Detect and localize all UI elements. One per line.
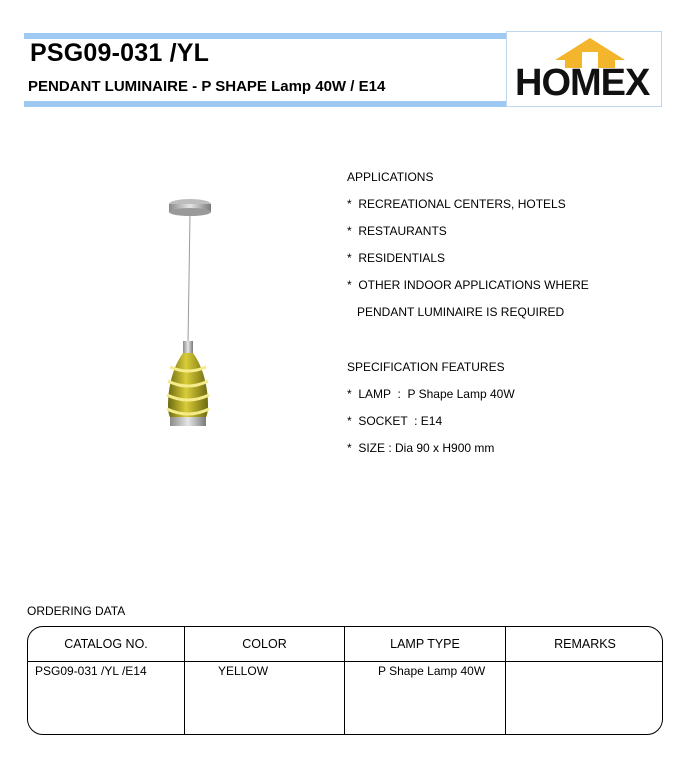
homex-logo bbox=[506, 31, 662, 107]
cell-catalog-no: PSG09-031 /YL /E14 bbox=[35, 664, 147, 678]
cell-lamp-type: P Shape Lamp 40W bbox=[378, 664, 486, 678]
pendant-lamp-image bbox=[150, 195, 230, 435]
specification-heading: SPECIFICATION FEATURES bbox=[347, 360, 505, 374]
application-item: * RESIDENTIALS bbox=[347, 251, 446, 265]
application-item: * RESTAURANTS bbox=[347, 224, 447, 238]
product-code-title: PSG09-031 /YL bbox=[30, 39, 210, 67]
specification-item: * SOCKET : E14 bbox=[347, 414, 443, 428]
table-header-divider bbox=[28, 661, 662, 662]
specification-item: * LAMP : P Shape Lamp 40W bbox=[347, 387, 515, 401]
ordering-table bbox=[27, 626, 663, 735]
header-bar-bottom bbox=[24, 101, 506, 107]
column-header-remarks: REMARKS bbox=[554, 637, 616, 651]
application-item: * OTHER INDOOR APPLICATIONS WHERE bbox=[347, 278, 589, 292]
column-header-lamp-type: LAMP TYPE bbox=[390, 637, 460, 651]
product-subtitle: PENDANT LUMINAIRE - P SHAPE Lamp 40W / E14 bbox=[28, 78, 386, 95]
application-item: PENDANT LUMINAIRE IS REQUIRED bbox=[347, 305, 565, 319]
applications-heading: APPLICATIONS bbox=[347, 170, 434, 184]
logo-wordmark: HOMEX bbox=[515, 62, 650, 104]
cell-color: YELLOW bbox=[218, 664, 269, 678]
ordering-data-label: ORDERING DATA bbox=[27, 604, 126, 618]
specification-item: * SIZE : Dia 90 x H900 mm bbox=[347, 441, 495, 455]
column-header-catalog: CATALOG NO. bbox=[64, 637, 148, 651]
column-header-color: COLOR bbox=[242, 637, 287, 651]
application-item: * RECREATIONAL CENTERS, HOTELS bbox=[347, 197, 566, 211]
